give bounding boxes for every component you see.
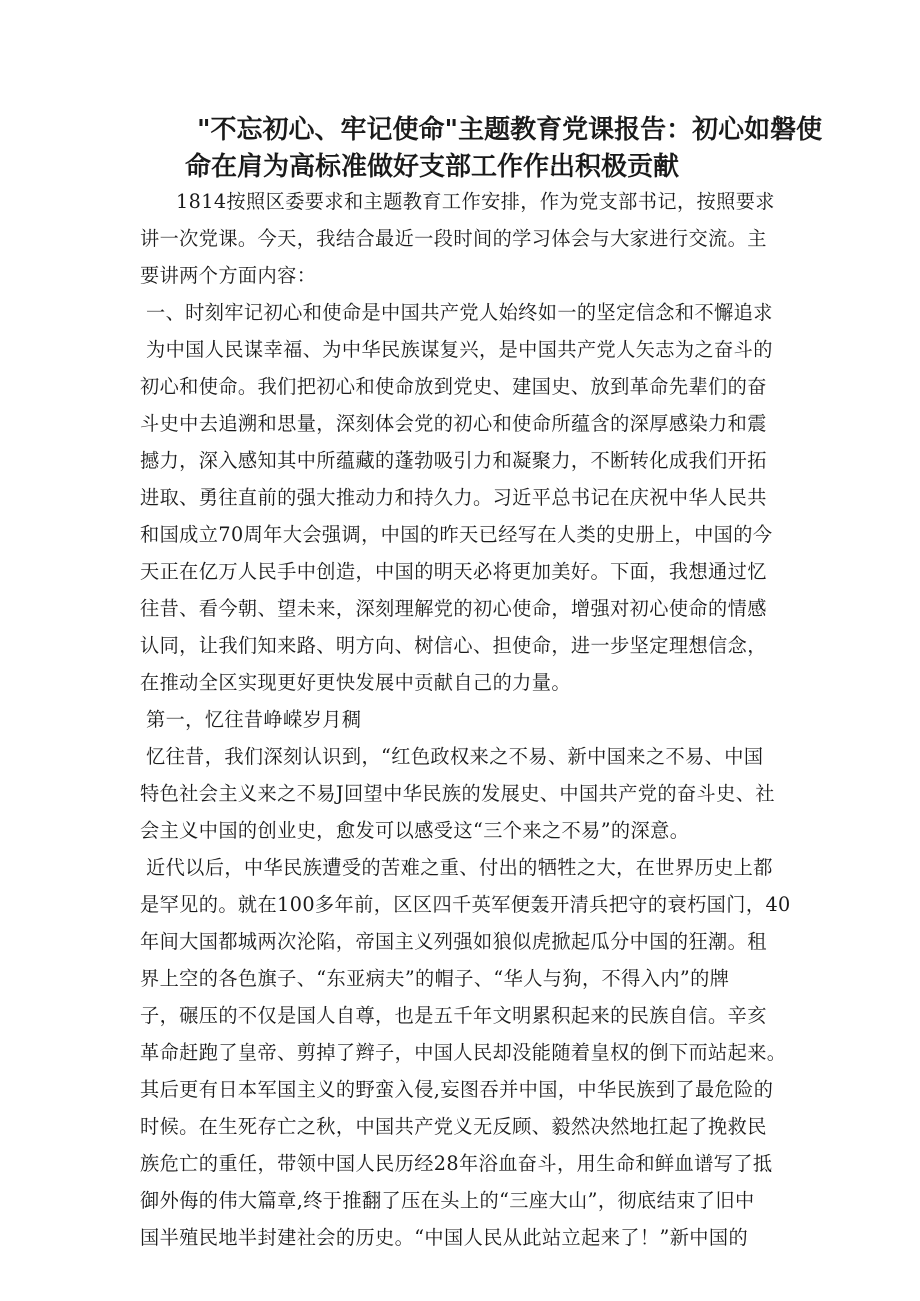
text-line: 天正在亿万人民手中创造，中国的明天必将更加美好。下面，我想通过忆	[140, 560, 767, 583]
text-line: 进取、勇往直前的强大推动力和持久力。习近平总书记在庆祝中华人民共	[140, 486, 767, 509]
text-line: 在推动全区实现更好更快发展中贡献自己的力量。	[140, 671, 571, 694]
text-line: 为中国人民谋幸福、为中华民族谋复兴，是中国共产党人矢志为之奋斗的	[146, 338, 773, 361]
text-line: 族危亡的重任，带领中国人民历经28年浴血奋斗，用生命和鲜血谱写了抵	[140, 1152, 773, 1175]
text-line: 时候。在生死存亡之秋，中国共产党义无反顾、毅然决然地扛起了挽救民	[140, 1115, 767, 1138]
text-line: 革命赶跑了皇帝、剪掉了辫子，中国人民却没能随着皇权的倒下而站起来。	[140, 1041, 787, 1064]
text-line: 特色社会主义来之不易J回望中华民族的发展史、中国共产党的奋斗史、社	[140, 782, 775, 805]
text-line: 御外侮的伟大篇章,终于推翻了压在头上的“三座大山”，彻底结束了旧中	[140, 1189, 755, 1212]
text-line: 撼力，深入感知其中所蕴藏的蓬勃吸引力和凝聚力，不断转化成我们开拓	[140, 449, 767, 472]
text-line: 认同，让我们知来路、明方向、树信心、担使命，进一步坚定理想信念，	[140, 634, 767, 657]
text-line: 和国成立70周年大会强调，中国的昨天已经写在人类的史册上，中国的今	[140, 523, 773, 546]
text-line: 年间大国都城两次沦陷，帝国主义列强如狼似虎掀起瓜分中国的狂潮。租	[140, 930, 767, 953]
title-line-2: 命在肩为高标准做好支部工作作出积极贡献	[185, 152, 680, 182]
text-line: 讲一次党课。今天，我结合最近一段时间的学习体会与大家进行交流。主	[140, 227, 767, 250]
text-line: 其后更有日本军国主义的野蛮入侵,妄图吞并中国，中华民族到了最危险的	[140, 1078, 774, 1101]
text-line: 1814按照区委要求和主题教育工作安排，作为党支部书记，按照要求	[176, 190, 775, 213]
text-line: 子，碾压的不仅是国人自尊，也是五千年文明累积起来的民族自信。辛亥	[140, 1004, 767, 1027]
text-line: 是罕见的。就在100多年前，区区四千英军便轰开清兵把守的衰朽国门，40	[140, 893, 791, 916]
title-line-1: "不忘初心、牢记使命"主题教育党课报告：初心如磐使	[197, 115, 823, 145]
text-line: 斗史中去追溯和思量，深刻体会党的初心和使命所蕴含的深厚感染力和震	[140, 412, 767, 435]
text-line: 要讲两个方面内容：	[140, 264, 317, 287]
document-body	[138, 183, 791, 1256]
text-line: 界上空的各色旗子、“东亚病夫”的帽子、“华人与狗，不得入内”的牌	[140, 967, 730, 990]
text-line: 初心和使命。我们把初心和使命放到党史、建国史、放到革命先辈们的奋	[140, 375, 767, 398]
text-line: 近代以后，中华民族遭受的苦难之重、付出的牺牲之大，在世界历史上都	[146, 856, 773, 879]
text-line: 一、时刻牢记初心和使命是中国共产党人始终如一的坚定信念和不懈追求	[146, 301, 773, 324]
text-line: 第一，忆往昔峥嵘岁月稠	[146, 708, 362, 731]
document-title	[185, 112, 845, 186]
text-line: 会主义中国的创业史，愈发可以感受这“三个来之不易”的深意。	[140, 819, 690, 842]
text-line: 往昔、看今朝、望未来，深刻理解党的初心使命，增强对初心使命的情感	[140, 597, 767, 620]
text-line: 忆往昔，我们深刻认识到，“红色政权来之不易、新中国来之不易、中国	[146, 745, 764, 768]
text-line: 国半殖民地半封建社会的历史。“中国人民从此站立起来了！”新中国的	[140, 1226, 749, 1249]
